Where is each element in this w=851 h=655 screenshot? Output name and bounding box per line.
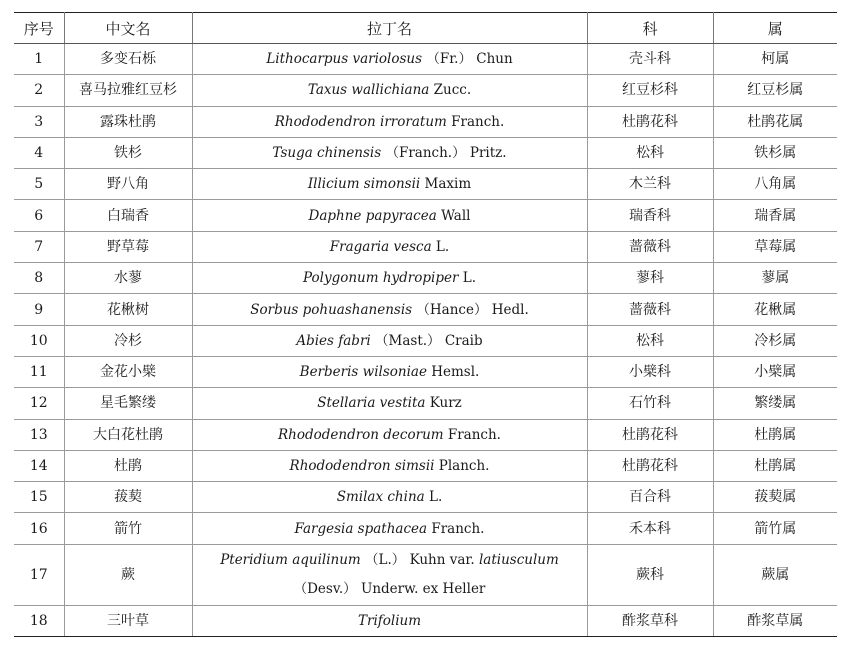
header-genus: 属 [713, 13, 837, 44]
cell-latin-name [192, 325, 587, 356]
table-row [14, 137, 837, 168]
species-epithet: Berberis wilsoniae [299, 364, 427, 381]
cell-index: 18 [14, 605, 64, 636]
species-epithet: Lithocarpus variolosus [266, 51, 423, 68]
cell-genus: 杜鹃属 [713, 419, 837, 450]
table-row [14, 325, 837, 356]
cell-index: 3 [14, 106, 64, 137]
variety-authority: （Desv.） Underw. ex Heller [293, 580, 486, 597]
header-index: 序号 [14, 13, 64, 44]
cell-index: 4 [14, 137, 64, 168]
authority: L. [462, 270, 476, 287]
authority: Hemsl. [431, 364, 480, 381]
cell-index: 15 [14, 482, 64, 513]
species-epithet: Sorbus pohuashanensis [250, 301, 413, 318]
cell-latin-name [192, 605, 587, 636]
cell-index: 16 [14, 513, 64, 544]
cell-chinese-name: 花楸树 [64, 294, 192, 325]
cell-genus: 冷杉属 [713, 325, 837, 356]
cell-chinese-name: 水蓼 [64, 263, 192, 294]
cell-index: 14 [14, 450, 64, 481]
cell-chinese-name: 多变石栎 [64, 44, 192, 75]
cell-family: 石竹科 [587, 388, 713, 419]
cell-genus: 小檗属 [713, 356, 837, 387]
cell-chinese-name: 三叶草 [64, 605, 192, 636]
header-family: 科 [587, 13, 713, 44]
authority: Franch. [431, 520, 485, 537]
authority: Maxim [424, 176, 472, 193]
species-epithet: Rhododendron irroratum [274, 113, 447, 130]
species-table [14, 12, 837, 637]
cell-genus: 草莓属 [713, 231, 837, 262]
cell-latin-name [192, 75, 587, 106]
species-epithet: Tsuga chinensis [272, 145, 382, 162]
cell-genus: 箭竹属 [713, 513, 837, 544]
cell-genus: 红豆杉属 [713, 75, 837, 106]
table-body [14, 44, 837, 637]
authority: Franch. [447, 426, 501, 443]
table-row [14, 513, 837, 544]
cell-genus: 酢浆草属 [713, 605, 837, 636]
cell-latin-name [192, 388, 587, 419]
table-row [14, 200, 837, 231]
cell-genus: 花楸属 [713, 294, 837, 325]
cell-index: 9 [14, 294, 64, 325]
cell-genus: 菝葜属 [713, 482, 837, 513]
cell-family: 瑞香科 [587, 200, 713, 231]
cell-family: 蔷薇科 [587, 231, 713, 262]
authority: Franch. [451, 113, 505, 130]
cell-index: 10 [14, 325, 64, 356]
table-row [14, 44, 837, 75]
cell-latin-name [192, 106, 587, 137]
cell-genus: 杜鹃属 [713, 450, 837, 481]
cell-family: 百合科 [587, 482, 713, 513]
header-chinese-name: 中文名 [64, 13, 192, 44]
cell-chinese-name: 杜鹃 [64, 450, 192, 481]
cell-family: 松科 [587, 137, 713, 168]
header-latin-name: 拉丁名 [192, 13, 587, 44]
table-row [14, 482, 837, 513]
variety-epithet: latiusculum [478, 551, 559, 568]
cell-index: 17 [14, 544, 64, 605]
cell-family: 木兰科 [587, 169, 713, 200]
cell-index: 6 [14, 200, 64, 231]
authority: （L.） Kuhn var. [365, 551, 475, 568]
species-epithet: Rhododendron decorum [278, 426, 444, 443]
cell-index: 5 [14, 169, 64, 200]
species-epithet: Illicium simonsii [307, 176, 421, 193]
table-row [14, 106, 837, 137]
table-row [14, 263, 837, 294]
table-row [14, 169, 837, 200]
cell-latin-name [192, 544, 587, 605]
cell-latin-name [192, 450, 587, 481]
table-row [14, 294, 837, 325]
cell-chinese-name: 露珠杜鹃 [64, 106, 192, 137]
cell-latin-name [192, 169, 587, 200]
species-epithet: Fargesia spathacea [294, 520, 428, 537]
species-epithet: Abies fabri [296, 332, 371, 349]
species-epithet: Daphne papyracea [308, 207, 437, 224]
cell-chinese-name: 野草莓 [64, 231, 192, 262]
cell-latin-name [192, 200, 587, 231]
table-row [14, 75, 837, 106]
cell-latin-name [192, 482, 587, 513]
cell-index: 2 [14, 75, 64, 106]
table-row [14, 419, 837, 450]
cell-genus: 蕨属 [713, 544, 837, 605]
cell-family: 蕨科 [587, 544, 713, 605]
cell-index: 8 [14, 263, 64, 294]
cell-chinese-name: 大白花杜鹃 [64, 419, 192, 450]
table-row [14, 356, 837, 387]
cell-latin-name [192, 356, 587, 387]
cell-latin-name [192, 419, 587, 450]
table-row [14, 544, 837, 605]
species-epithet: Stellaria vestita [317, 395, 426, 412]
cell-chinese-name: 蕨 [64, 544, 192, 605]
cell-chinese-name: 金花小檗 [64, 356, 192, 387]
authority: Planch. [438, 458, 490, 474]
cell-family: 杜鹃花科 [587, 450, 713, 481]
table-row [14, 388, 837, 419]
cell-family: 杜鹃花科 [587, 419, 713, 450]
authority: （Mast.） Craib [375, 332, 483, 349]
authority: Wall [441, 207, 471, 224]
cell-chinese-name: 箭竹 [64, 513, 192, 544]
species-epithet: Trifolium [357, 612, 422, 629]
cell-chinese-name: 菝葜 [64, 482, 192, 513]
cell-family: 松科 [587, 325, 713, 356]
authority: （Fr.） Chun [426, 51, 513, 68]
species-table-container [14, 12, 837, 637]
cell-family: 小檗科 [587, 356, 713, 387]
authority: Kurz [429, 395, 462, 412]
cell-index: 12 [14, 388, 64, 419]
authority: （Franch.） Pritz. [385, 145, 507, 162]
cell-family: 壳斗科 [587, 44, 713, 75]
species-epithet: Rhododendron simsii [289, 458, 435, 474]
authority: Zucc. [433, 82, 472, 99]
cell-genus: 柯属 [713, 44, 837, 75]
authority: L. [429, 489, 443, 506]
cell-family: 蔷薇科 [587, 294, 713, 325]
cell-family: 杜鹃花科 [587, 106, 713, 137]
authority: （Hance） Hedl. [416, 301, 529, 318]
cell-chinese-name: 冷杉 [64, 325, 192, 356]
cell-family: 禾本科 [587, 513, 713, 544]
species-epithet: Pteridium aquilinum [220, 551, 361, 568]
cell-latin-name [192, 263, 587, 294]
cell-family: 蓼科 [587, 263, 713, 294]
cell-chinese-name: 白瑞香 [64, 200, 192, 231]
species-epithet: Polygonum hydropiper [302, 270, 459, 287]
table-header-row [14, 13, 837, 44]
cell-index: 7 [14, 231, 64, 262]
species-epithet: Taxus wallichiana [307, 82, 430, 99]
cell-chinese-name: 星毛繁缕 [64, 388, 192, 419]
cell-chinese-name: 野八角 [64, 169, 192, 200]
cell-index: 1 [14, 44, 64, 75]
cell-genus: 繁缕属 [713, 388, 837, 419]
cell-chinese-name: 铁杉 [64, 137, 192, 168]
table-row [14, 605, 837, 636]
species-epithet: Fragaria vesca [329, 238, 432, 255]
cell-genus: 瑞香属 [713, 200, 837, 231]
cell-latin-name [192, 513, 587, 544]
cell-latin-name [192, 137, 587, 168]
cell-family: 酢浆草科 [587, 605, 713, 636]
cell-chinese-name: 喜马拉雅红豆杉 [64, 75, 192, 106]
authority: L. [435, 238, 450, 255]
cell-genus: 蓼属 [713, 263, 837, 294]
cell-latin-name [192, 294, 587, 325]
cell-genus: 杜鹃花属 [713, 106, 837, 137]
cell-family: 红豆杉科 [587, 75, 713, 106]
cell-genus: 八角属 [713, 169, 837, 200]
cell-index: 11 [14, 356, 64, 387]
cell-latin-name [192, 231, 587, 262]
cell-latin-name [192, 44, 587, 75]
table-row [14, 450, 837, 481]
cell-genus: 铁杉属 [713, 137, 837, 168]
cell-index: 13 [14, 419, 64, 450]
table-row [14, 231, 837, 262]
species-epithet: Smilax china [336, 489, 425, 506]
